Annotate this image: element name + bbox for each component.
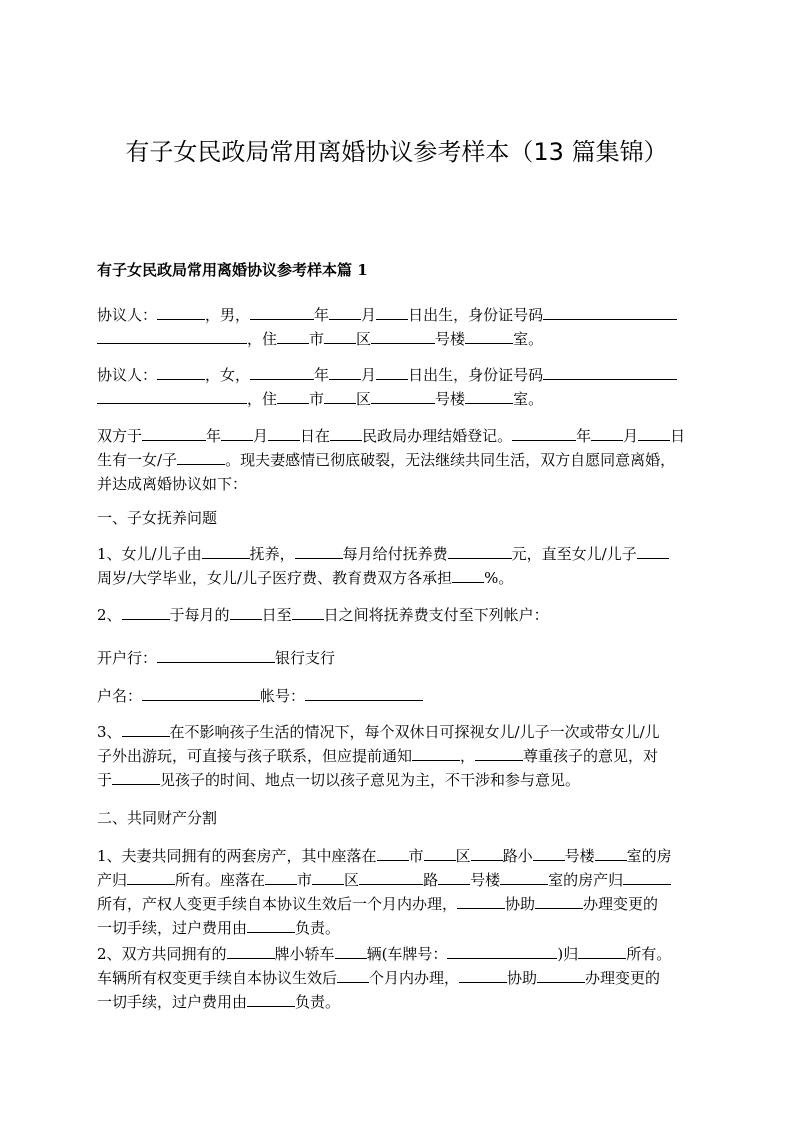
fill-in-blank: [376, 305, 408, 320]
paragraph-text: ，女，: [205, 366, 251, 384]
fill-in-blank: [595, 846, 627, 861]
paragraph-text: 年: [206, 427, 222, 445]
paragraph-text: 室。: [513, 390, 544, 408]
fill-in-blank: [371, 389, 435, 404]
paragraph: [97, 506, 697, 530]
paragraph-text: %。: [484, 569, 514, 587]
paragraph-text: 路小: [502, 847, 533, 865]
paragraph-text: 1、夫妻共同拥有的两套房产，其中座落在: [97, 847, 377, 865]
paragraph-text: 开户行：: [97, 649, 158, 667]
paragraph-text: 抚养，: [249, 545, 295, 563]
paragraph-text: 协议人：: [97, 306, 158, 324]
fill-in-blank: [97, 389, 247, 404]
fill-in-blank: [533, 846, 565, 861]
fill-in-blank: [465, 329, 513, 344]
fill-in-blank: [250, 305, 314, 320]
paragraph-text: 3、: [97, 723, 122, 741]
paragraph-text: 民政局办理结婚登记。: [362, 427, 513, 445]
paragraph: [97, 603, 697, 627]
paragraph-text: 一切手续，过户费用由: [97, 919, 248, 937]
paragraph-text: 日: [670, 427, 686, 445]
fill-in-blank: [457, 894, 505, 909]
fill-in-blank: [329, 305, 361, 320]
paragraph-text: 月: [361, 306, 377, 324]
fill-in-blank: [377, 846, 409, 861]
fill-in-blank: [112, 770, 160, 785]
fill-in-blank: [371, 329, 435, 344]
paragraph-text: 日至: [261, 606, 292, 624]
fill-in-blank: [312, 870, 344, 885]
paragraph-text: 负责。: [295, 993, 341, 1011]
fill-in-blank: [424, 846, 456, 861]
fill-in-blank: [122, 722, 170, 737]
paragraph-text: 市: [309, 390, 325, 408]
paragraph-text: ，: [460, 747, 476, 765]
paragraph-text: 日在: [300, 427, 331, 445]
fill-in-blank: [247, 992, 295, 1007]
fill-in-blank: [268, 426, 300, 441]
fill-in-blank: [623, 870, 671, 885]
fill-in-blank: [250, 365, 314, 380]
paragraph-text: 协助: [505, 895, 536, 913]
paragraph-text: 周岁/大学毕业，女儿/儿子医疗费、教育费双方各承担: [97, 569, 453, 587]
paragraph-text: 子外出游玩，可直接与孩子联系，但应提前通知: [97, 747, 413, 765]
paragraph-text: 二、共同财产分割: [97, 809, 218, 827]
fill-in-blank: [448, 544, 512, 559]
fill-in-blank: [535, 894, 583, 909]
paragraph-text: 区: [356, 330, 372, 348]
paragraph-text: 年: [314, 306, 330, 324]
fill-in-blank: [305, 686, 423, 701]
paragraph: [97, 720, 697, 792]
paragraph-text: 负责。: [295, 919, 341, 937]
paragraph-text: 日出生，身份证号码: [408, 366, 544, 384]
fill-in-blank: [471, 846, 503, 861]
fill-in-blank: [230, 605, 262, 620]
paragraph: [97, 424, 697, 496]
fill-in-blank: [591, 426, 623, 441]
paragraph-text: 于: [97, 771, 113, 789]
paragraph-text: 辆(车牌号：: [366, 945, 448, 963]
paragraph-text: )归: [557, 945, 579, 963]
paragraph-text: 室。: [513, 330, 544, 348]
paragraph-text: 一切手续，过户费用由: [97, 993, 248, 1011]
paragraph-text: 月: [361, 366, 377, 384]
fill-in-blank: [452, 568, 484, 583]
paragraph-text: 协助: [507, 969, 538, 987]
paragraph-text: 办理变更的: [585, 969, 661, 987]
fill-in-blank: [142, 426, 206, 441]
paragraph-text: 一、子女抚养问题: [97, 509, 218, 527]
fill-in-blank: [543, 305, 677, 320]
fill-in-blank: [247, 918, 295, 933]
paragraph-text: 号楼: [564, 847, 595, 865]
paragraph-text: 区: [344, 871, 360, 889]
fill-in-blank: [127, 870, 175, 885]
paragraph-text: 路: [423, 871, 439, 889]
paragraph: [97, 542, 697, 590]
fill-in-blank: [277, 389, 309, 404]
paragraph-text: 银行支行: [275, 649, 336, 667]
fill-in-blank: [227, 944, 275, 959]
paragraph-text: 区: [455, 847, 471, 865]
fill-in-blank: [122, 605, 170, 620]
fill-in-blank: [447, 944, 557, 959]
fill-in-blank: [376, 365, 408, 380]
paragraph-text: 号楼: [435, 390, 466, 408]
paragraph-text: 市: [297, 871, 313, 889]
fill-in-blank: [329, 365, 361, 380]
paragraph-text: 市: [408, 847, 424, 865]
fill-in-blank: [292, 605, 324, 620]
fill-in-blank: [221, 426, 253, 441]
paragraph: [97, 646, 697, 670]
fill-in-blank: [578, 944, 626, 959]
paragraph-text: 月: [623, 427, 639, 445]
fill-in-blank: [177, 450, 225, 465]
section-title: 有子女民政局常用离婚协议参考样本篇 1: [97, 261, 368, 279]
fill-in-blank: [637, 544, 669, 559]
paragraph: [97, 844, 697, 940]
paragraph-text: 室的房产归: [548, 871, 624, 889]
paragraph: [97, 363, 697, 411]
paragraph-text: 产归: [97, 871, 128, 889]
paragraph-text: 尊重孩子的意见，对: [523, 747, 659, 765]
paragraph-text: 户名：: [97, 687, 143, 705]
paragraph-text: 1、女儿/儿子由: [97, 545, 202, 563]
fill-in-blank: [277, 329, 309, 344]
fill-in-blank: [638, 426, 670, 441]
fill-in-blank: [157, 305, 205, 320]
paragraph-text: 见孩子的时间、地点一切以孩子意见为主，不干涉和参与意见。: [160, 771, 581, 789]
paragraph-text: 区: [356, 390, 372, 408]
paragraph: [97, 303, 697, 351]
document-title: 有子女民政局常用离婚协议参考样本（13 篇集锦）: [125, 138, 668, 166]
paragraph-text: 。现夫妻感情已彻底破裂，无法继续共同生活，双方自愿同意离婚，: [225, 451, 676, 469]
paragraph: [97, 942, 697, 1014]
fill-in-blank: [438, 870, 470, 885]
paragraph-text: 所有，产权人变更手续自本协议生效后一个月内办理，: [97, 895, 458, 913]
paragraph: [97, 806, 697, 830]
paragraph-text: 生有一女/子: [97, 451, 178, 469]
fill-in-blank: [337, 968, 369, 983]
fill-in-blank: [295, 544, 343, 559]
fill-in-blank: [157, 648, 275, 663]
paragraph-text: 个月内办理，: [369, 969, 460, 987]
paragraph-text: 月: [253, 427, 269, 445]
paragraph-text: 帐号：: [260, 687, 306, 705]
fill-in-blank: [512, 426, 576, 441]
paragraph-text: 日之间将抚养费支付至下列帐户：: [323, 606, 549, 624]
paragraph-text: 并达成离婚协议如下：: [97, 475, 248, 493]
fill-in-blank: [97, 329, 247, 344]
paragraph-text: 牌小轿车: [274, 945, 335, 963]
fill-in-blank: [335, 944, 367, 959]
paragraph-text: 车辆所有权变更手续自本协议生效后: [97, 969, 338, 987]
fill-in-blank: [475, 746, 523, 761]
paragraph: [97, 684, 697, 708]
fill-in-blank: [157, 365, 205, 380]
fill-in-blank: [537, 968, 585, 983]
fill-in-blank: [202, 544, 250, 559]
paragraph-text: 所有。座落在: [175, 871, 266, 889]
paragraph-text: 在不影响孩子生活的情况下，每个双休日可探视女儿/儿子一次或带女儿/儿: [169, 723, 660, 741]
paragraph-text: ，男，: [205, 306, 251, 324]
paragraph-text: ，住: [247, 330, 278, 348]
fill-in-blank: [459, 968, 507, 983]
paragraph-text: 室的房: [626, 847, 672, 865]
fill-in-blank: [330, 426, 362, 441]
paragraph-text: 2、双方共同拥有的: [97, 945, 227, 963]
fill-in-blank: [543, 365, 677, 380]
paragraph-text: ，住: [247, 390, 278, 408]
fill-in-blank: [465, 389, 513, 404]
paragraph-text: 年: [576, 427, 592, 445]
paragraph-text: 所有。: [626, 945, 672, 963]
paragraph-text: 协议人：: [97, 366, 158, 384]
fill-in-blank: [142, 686, 260, 701]
fill-in-blank: [359, 870, 423, 885]
fill-in-blank: [324, 389, 356, 404]
paragraph-text: 号楼: [470, 871, 501, 889]
fill-in-blank: [324, 329, 356, 344]
paragraph-text: 元，直至女儿/儿子: [511, 545, 637, 563]
paragraph-text: 双方于: [97, 427, 143, 445]
paragraph-text: 市: [309, 330, 325, 348]
fill-in-blank: [265, 870, 297, 885]
fill-in-blank: [412, 746, 460, 761]
paragraph-text: 每月给付抚养费: [342, 545, 448, 563]
paragraph-text: 日出生，身份证号码: [408, 306, 544, 324]
paragraph-text: 于每月的: [169, 606, 230, 624]
paragraph-text: 年: [314, 366, 330, 384]
fill-in-blank: [500, 870, 548, 885]
paragraph-text: 2、: [97, 606, 122, 624]
paragraph-text: 号楼: [435, 330, 466, 348]
paragraph-text: 办理变更的: [583, 895, 659, 913]
